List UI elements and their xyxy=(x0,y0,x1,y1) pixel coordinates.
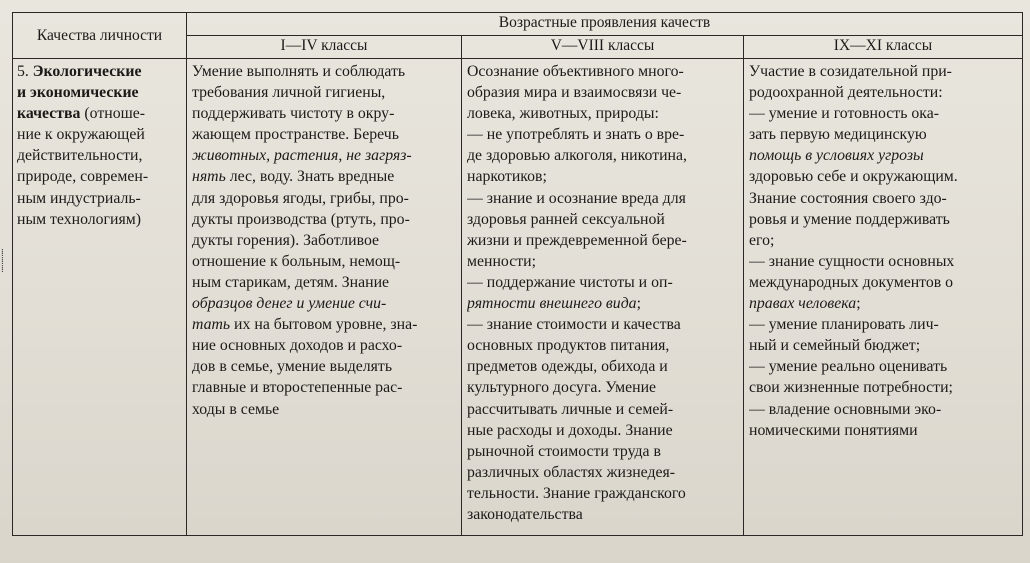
text-run: ; xyxy=(636,295,641,313)
text-line xyxy=(749,356,1018,377)
text-line xyxy=(192,356,457,377)
text-run: Осознание объективного много- xyxy=(467,63,684,80)
text-run: его; xyxy=(749,231,775,249)
text-run: жающем пространстве. Беречь xyxy=(192,126,399,144)
text-line xyxy=(467,399,739,420)
text-run: природе, современ- xyxy=(17,168,149,186)
text-line xyxy=(17,209,183,230)
cell-grades-9-11-text xyxy=(744,59,1022,441)
text-run: тельности. Знание гражданского xyxy=(467,484,686,502)
text-run: основных продуктов питания, xyxy=(467,337,670,355)
text-run: (отноше- xyxy=(80,105,146,123)
text-line xyxy=(192,314,457,335)
text-run: — знание и осознание вреда для xyxy=(467,189,686,207)
text-run: Участие в созидательной при- xyxy=(749,63,952,80)
text-line xyxy=(467,293,739,314)
text-run: — владение основными эко- xyxy=(749,400,942,418)
text-run: ние к окружающей xyxy=(17,126,145,144)
cell-grades-1-4 xyxy=(187,59,462,536)
text-run: , xyxy=(338,147,347,165)
text-run: ным технологиям) xyxy=(17,210,141,228)
text-line xyxy=(467,188,739,209)
cell-grades-5-8 xyxy=(462,59,744,536)
text-run: — не употреблять и знать о вре- xyxy=(467,126,685,144)
text-run: правах человека xyxy=(749,295,857,313)
text-line xyxy=(467,82,739,103)
cell-grades-9-11 xyxy=(744,59,1023,536)
text-run: образцов денег и умение счи- xyxy=(192,295,387,313)
text-line xyxy=(17,124,183,145)
page-edge-binding-marks: ⁞ ⁞ ⁞ xyxy=(1,248,4,275)
text-run: жизни и преждевременной бере- xyxy=(467,231,687,249)
text-line xyxy=(467,420,739,441)
text-run: зать первую медицинскую xyxy=(749,126,927,144)
text-line xyxy=(749,209,1018,230)
cell-grades-1-4-text xyxy=(187,59,461,420)
text-line xyxy=(17,82,183,103)
text-line xyxy=(749,420,1018,441)
text-line xyxy=(17,188,183,209)
text-line xyxy=(749,188,1018,209)
text-line xyxy=(467,209,739,230)
text-line xyxy=(192,377,457,398)
text-line xyxy=(192,335,457,356)
text-run: ный и семейный бюджет; xyxy=(749,337,921,355)
text-line xyxy=(17,145,183,166)
text-line xyxy=(17,103,183,124)
text-line xyxy=(467,504,739,525)
text-run: предметов одежды, обихода и xyxy=(467,358,668,376)
text-run: наркотиков; xyxy=(467,168,547,186)
text-line xyxy=(467,462,739,483)
text-line xyxy=(467,166,739,187)
text-run: дукты горения). Заботливое xyxy=(192,231,380,249)
text-line xyxy=(467,103,739,124)
text-run: лес, воду. Знать вредные xyxy=(225,168,395,186)
text-run: животных, растения xyxy=(192,147,339,165)
text-run: образия мира и взаимосвязи че- xyxy=(467,84,682,102)
text-run: ; xyxy=(856,295,861,313)
text-line xyxy=(192,251,457,272)
text-run: здоровья ранней сексуальной xyxy=(467,210,665,228)
text-run: нять xyxy=(192,168,226,186)
text-line xyxy=(467,251,739,272)
text-run: главные и второстепенные рас- xyxy=(192,379,403,397)
text-line xyxy=(749,335,1018,356)
text-line xyxy=(17,61,183,82)
text-run: — поддержание чистоты и оп- xyxy=(467,273,673,291)
text-run: 5. xyxy=(17,63,33,80)
text-run: поддерживать чистоту в окру- xyxy=(192,105,395,123)
cell-quality-text xyxy=(13,59,186,230)
text-line xyxy=(749,103,1018,124)
qualities-table xyxy=(12,12,1023,536)
text-line xyxy=(467,335,739,356)
text-run: для здоровья ягоды, грибы, про- xyxy=(192,189,409,207)
text-line xyxy=(467,61,739,82)
text-run: международных документов о xyxy=(749,273,954,291)
text-run: дов в семье, умение выделять xyxy=(192,358,393,376)
text-run: ходы в семье xyxy=(192,400,280,418)
text-run: Экологические xyxy=(32,63,142,80)
text-line xyxy=(749,399,1018,420)
text-run: помощь в условиях угрозы xyxy=(749,147,924,165)
header-row xyxy=(13,13,1023,36)
text-run: ровья и умение поддерживать xyxy=(749,210,950,228)
text-line xyxy=(467,145,739,166)
text-run: ловека, животных, природы: xyxy=(467,105,659,123)
header-age-group: Возрастные проявления качеств xyxy=(187,13,1023,36)
text-line xyxy=(749,377,1018,398)
text-line xyxy=(467,230,739,251)
text-line xyxy=(467,314,739,335)
text-line xyxy=(467,377,739,398)
text-run: дукты производства (ртуть, про- xyxy=(192,210,410,228)
text-line xyxy=(192,103,457,124)
text-line xyxy=(749,124,1018,145)
text-run: тать xyxy=(192,316,231,334)
text-line xyxy=(467,124,739,145)
text-line xyxy=(749,82,1018,103)
text-line xyxy=(192,272,457,293)
cell-grades-5-8-text xyxy=(462,59,743,525)
text-run: родоохранной деятельности: xyxy=(749,84,943,102)
text-line xyxy=(192,124,457,145)
text-run: культурного досуга. Умение xyxy=(467,379,657,397)
text-run: — знание стоимости и качества xyxy=(467,316,681,334)
text-run: отношение к больным, немощ- xyxy=(192,252,401,270)
text-line xyxy=(749,251,1018,272)
header-grades-9-11: IX—XI классы xyxy=(744,36,1023,59)
text-line xyxy=(192,82,457,103)
text-run: Умение выполнять и соблюдать xyxy=(192,63,406,80)
text-run: — умение планировать лич- xyxy=(749,316,939,334)
text-run: де здоровью алкоголя, никотина, xyxy=(467,147,687,165)
text-line xyxy=(749,272,1018,293)
text-run: ные расходы и доходы. Знание xyxy=(467,421,673,439)
text-run: качества xyxy=(17,105,81,123)
text-line xyxy=(192,145,457,166)
text-line xyxy=(467,356,739,377)
text-run: рассчитывать личные и семей- xyxy=(467,400,674,418)
text-run: и экономические xyxy=(17,84,139,102)
text-run: — умение и готовность ока- xyxy=(749,105,939,123)
text-line xyxy=(749,61,1018,82)
text-run: действительности, xyxy=(17,147,143,165)
text-run: рятности внешнего вида xyxy=(467,295,637,313)
text-line xyxy=(192,166,457,187)
text-run: законодательства xyxy=(467,505,583,523)
text-line xyxy=(17,166,183,187)
text-line xyxy=(749,145,1018,166)
text-line xyxy=(192,230,457,251)
text-line xyxy=(467,272,739,293)
text-line xyxy=(192,293,457,314)
text-run: свои жизненные потребности; xyxy=(749,379,953,397)
text-line xyxy=(467,483,739,504)
text-run: не загряз- xyxy=(346,147,412,165)
text-line xyxy=(192,209,457,230)
text-run: ным индустриаль- xyxy=(17,189,141,207)
text-line xyxy=(192,61,457,82)
text-run: ным старикам, детям. Знание xyxy=(192,273,390,291)
text-run: — умение реально оценивать xyxy=(749,358,948,376)
text-run: здоровью себе и окружающим. xyxy=(749,168,958,186)
text-run: ние основных доходов и расхо- xyxy=(192,337,403,355)
text-run: их на бытовом уровне, зна- xyxy=(230,316,418,334)
header-grades-5-8: V—VIII классы xyxy=(462,36,744,59)
text-run: номическими понятиями xyxy=(749,421,918,439)
text-line xyxy=(192,188,457,209)
text-run: рыночной стоимости труда в xyxy=(467,442,661,460)
text-run: Знание состояния своего здо- xyxy=(749,189,947,207)
header-quality-col: Качества личности xyxy=(13,13,187,59)
text-line xyxy=(749,314,1018,335)
text-line xyxy=(749,293,1018,314)
text-line xyxy=(749,166,1018,187)
table-row xyxy=(13,59,1023,536)
text-run: различных областях жизнедея- xyxy=(467,463,676,481)
text-line xyxy=(192,399,457,420)
text-line xyxy=(467,441,739,462)
cell-quality xyxy=(13,59,187,536)
text-line xyxy=(749,230,1018,251)
text-run: требования личной гигиены, xyxy=(192,84,386,102)
header-grades-1-4: I—IV классы xyxy=(187,36,462,59)
text-run: — знание сущности основных xyxy=(749,252,955,270)
text-run: менности; xyxy=(467,252,536,270)
